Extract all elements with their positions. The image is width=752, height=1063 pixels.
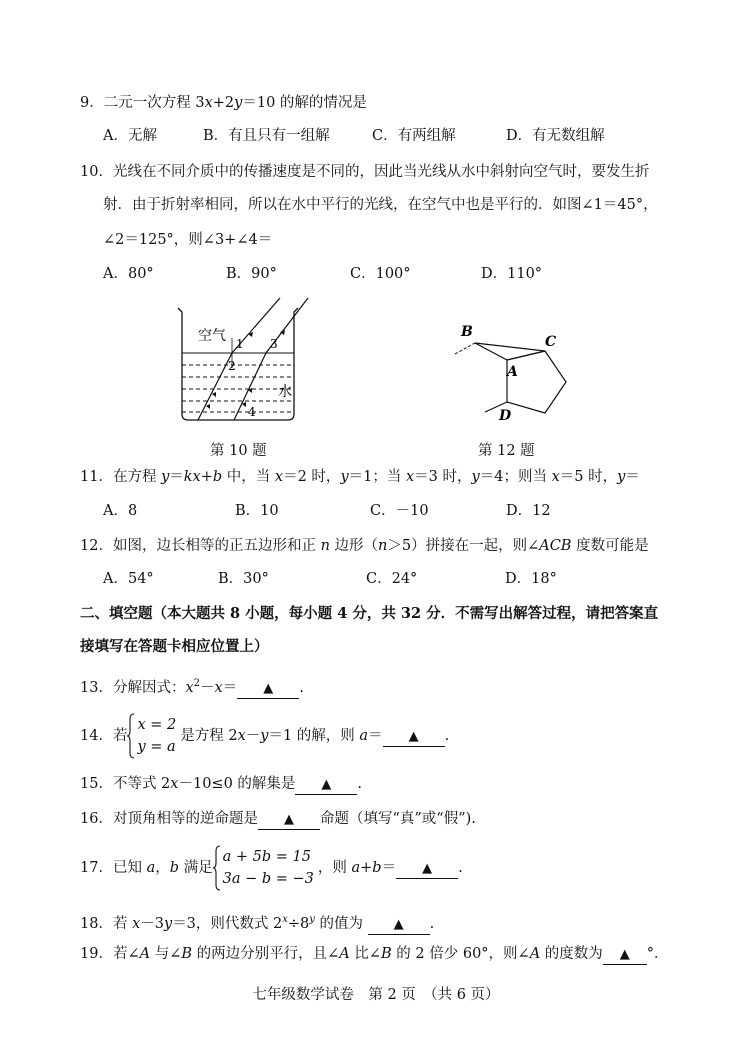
question-18: 18．若 x－3y＝3，则代数式 $2^x\div 8^y$ 的值为 ▲ . — [80, 910, 434, 935]
question-12-stem: 12．如图，边长相等的正五边形和正 n 边形（n＞5）拼接在一起，则∠ACB 度数可能是 — [80, 538, 649, 554]
q10-option-b: B．90° — [226, 266, 277, 282]
q12-option-d: D．18° — [505, 571, 557, 587]
q12-option-b: B．30° — [218, 571, 269, 587]
figure-10-refraction — [170, 296, 310, 426]
triangle-mark-icon: ▲ — [393, 916, 404, 932]
q9-option-c: C．有两组解 — [372, 128, 456, 144]
section-2-heading-line-1: 二、填空题（本大题共 8 小题，每小题 4 分，共 32 分．不需写出解答过程，请把答案直 — [80, 605, 659, 622]
answer-blank-18[interactable] — [368, 915, 430, 935]
figure-12-caption: 第 12 题 — [478, 443, 535, 459]
angle-label-3: 3 — [270, 337, 278, 351]
question-9-stem: 9．二元一次方程 3x+2y＝10 的解的情况是 — [80, 95, 367, 111]
triangle-mark-icon: ▲ — [408, 729, 419, 744]
q11-option-c: C．－10 — [370, 503, 429, 519]
q10-option-a: A．80° — [103, 266, 154, 282]
label-C: C — [545, 334, 557, 350]
question-15: 15．不等式 2x－10≤0 的解集是 ▲ . — [80, 774, 362, 795]
q9-option-a: A．无解 — [103, 128, 157, 144]
triangle-mark-icon: ▲ — [321, 777, 332, 792]
water-dashes — [182, 353, 294, 412]
section-2-heading-line-2: 接填写在答题卡相应位置上） — [80, 638, 269, 655]
answer-blank-17[interactable] — [396, 859, 458, 879]
answer-blank-14[interactable] — [383, 727, 445, 747]
question-16: 16．对顶角相等的逆命题是 ▲ 命题（填写“真”或“假”). — [80, 809, 476, 830]
answer-blank-19[interactable] — [603, 945, 647, 965]
label-air: 空气 — [198, 328, 226, 344]
label-A: A — [507, 364, 518, 380]
shape-n-gon-part — [475, 343, 545, 360]
question-19: 19．若∠A 与∠B 的两边分别平行，且∠A 比∠B 的 2 倍少 60°，则∠A 的度数为 ▲ °． — [80, 944, 669, 965]
angle-label-1: 1 — [236, 337, 244, 351]
question-14: 14．若 x = 2 y = a 是方程 2x－y＝1 的解，则 a＝ ▲ . — [80, 710, 449, 762]
answer-blank-15[interactable] — [295, 775, 357, 795]
q12-option-a: A．54° — [103, 571, 154, 587]
beaker-outline — [178, 308, 298, 420]
q10-option-c: C．100° — [350, 266, 411, 282]
question-10-line-2: 射．由于折射率相同，所以在水中平行的光线，在空气中也是平行的．如图∠1＝45°， — [103, 197, 658, 213]
triangle-mark-icon: ▲ — [263, 680, 274, 696]
figure-12-polygons — [445, 318, 575, 428]
label-B: B — [461, 324, 473, 340]
shape-pentagon — [507, 351, 566, 413]
question-13: 13．分解因式：$x^2-x=$ ▲ . — [80, 674, 304, 699]
triangle-mark-icon: ▲ — [422, 861, 433, 876]
question-10-line-3: ∠2＝125°，则∠3+∠4＝ — [103, 232, 273, 248]
angle-label-2: 2 — [228, 359, 236, 373]
label-water: 水 — [278, 384, 292, 400]
light-ray-left — [198, 298, 280, 420]
answer-blank-16[interactable] — [258, 810, 320, 830]
light-ray-right — [234, 298, 308, 420]
brace-icon — [213, 845, 221, 891]
q9-option-d: D．有无数组解 — [506, 128, 605, 144]
triangle-mark-icon: ▲ — [619, 947, 630, 962]
answer-blank-13[interactable] — [237, 679, 299, 699]
label-D: D — [499, 408, 512, 424]
brace-icon — [127, 713, 135, 759]
question-17: 17．已知 a，b 满足 a + 5b = 15 3a − b = −3 ，则 a+b＝ ▲ . — [80, 842, 463, 894]
q9-option-b: B．有且只有一组解 — [203, 128, 330, 144]
angle-label-4: 4 — [248, 405, 256, 419]
question-10-line-1: 10．光线在不同介质中的传播速度是不同的，因此当光线从水中斜射向空气时，要发生折 — [80, 164, 650, 180]
question-11-stem: 11．在方程 y＝kx+b 中，当 x＝2 时，y＝1；当 x＝3 时，y＝4；则当 x＝5 时，y＝ — [80, 469, 640, 485]
q11-option-d: D．12 — [506, 503, 551, 519]
q11-option-b: B．10 — [235, 503, 279, 519]
triangle-mark-icon: ▲ — [283, 812, 294, 827]
q10-option-d: D．110° — [481, 266, 543, 282]
page-footer: 七年级数学试卷 第 2 页 （共 6 页） — [252, 987, 500, 1003]
figure-10-caption: 第 10 题 — [210, 443, 267, 459]
q11-option-a: A．8 — [103, 503, 138, 519]
q12-option-c: C．24° — [366, 571, 418, 587]
